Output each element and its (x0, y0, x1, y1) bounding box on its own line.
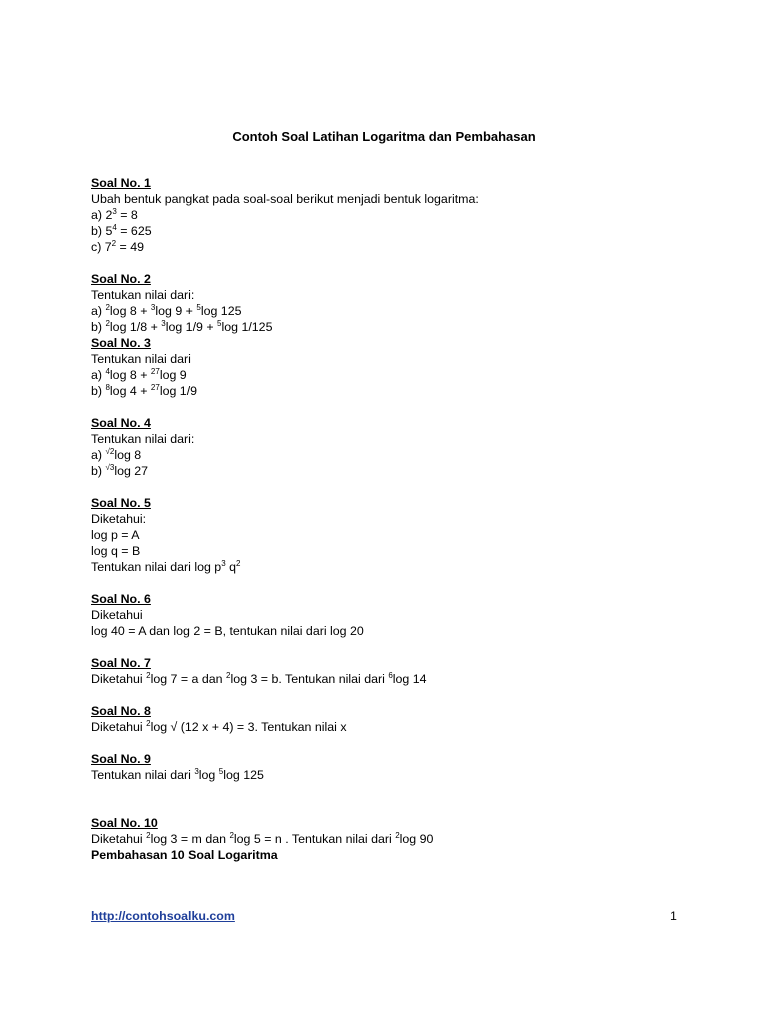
soal-5-intro: Diketahui: (91, 512, 147, 526)
soal-8-line-1: Diketahui $^2$log √ (12 x + 4) = 3. Tentukan nilai x (91, 719, 347, 734)
soal-7-heading: Soal No. 7 (91, 656, 151, 670)
soal-1-heading: Soal No. 1 (91, 176, 151, 190)
soal-5-line-3: Tentukan nilai dari $\log p^3$ $q^2$ (91, 559, 241, 574)
soal-5-line-2: log q = B (91, 544, 141, 558)
soal-1-item-c: c) $7^2 = 49$ (91, 239, 145, 254)
document-body (91, 175, 711, 863)
soal-6-intro: Diketahui (91, 608, 143, 622)
soal-4-item-b: b) $^{√3}$log 27 (91, 463, 149, 478)
soal-4-intro: Tentukan nilai dari: (91, 432, 195, 446)
soal-3-item-a: a) $^4$log 8 + $^{27}$log 9 (91, 367, 187, 382)
soal-3-item-b: b) $^8$log 4 + $^{27}$log 1/9 (91, 383, 198, 398)
page-number: 1 (670, 909, 677, 923)
soal-2-item-b: b) $^2$log 1/8 + $^3$log 1/9 + $^5$log 1/125 (91, 319, 273, 334)
soal-9-heading: Soal No. 9 (91, 752, 151, 766)
soal-7-line-1: Diketahui $^2$log 7 = a dan $^2$log 3 = b. Tentukan nilai dari $^6$log 14 (91, 671, 427, 686)
soal-1-item-b: b) $5^4 = 625$ (91, 223, 152, 238)
soal-5-line-1: log p = A (91, 528, 140, 542)
soal-10-heading: Soal No. 10 (91, 816, 158, 830)
soal-8-heading: Soal No. 8 (91, 704, 151, 718)
footer-link[interactable]: http://contohsoalku.com (91, 909, 235, 923)
soal-5-heading: Soal No. 5 (91, 496, 151, 510)
soal-4-heading: Soal No. 4 (91, 416, 151, 430)
soal-2-item-a: a) $^2$log 8 + $^3$log 9 + $^5$log 125 (91, 303, 242, 318)
soal-2-intro: Tentukan nilai dari: (91, 288, 195, 302)
soal-1-item-a: a) $2^3 = 8$ (91, 207, 138, 222)
soal-4-item-a: a) $^{√2}$log 8 (91, 447, 142, 462)
soal-10-line-1: Diketahui $^2$log 3 = m dan $^2$log 5 = n . Tentukan nilai dari $^2$log 90 (91, 831, 434, 846)
page-title: Contoh Soal Latihan Logaritma dan Pembahasan (232, 129, 536, 144)
soal-3-heading: Soal No. 3 (91, 336, 151, 350)
pembahasan-line: Pembahasan 10 Soal Logaritma (91, 848, 278, 862)
soal-2-heading: Soal No. 2 (91, 272, 151, 286)
soal-1-intro: Ubah bentuk pangkat pada soal-soal berikut menjadi bentuk logaritma: (91, 192, 479, 206)
soal-6-line-1: log 40 = A dan log 2 = B, tentukan nilai dari log 20 (91, 624, 364, 638)
soal-3-intro: Tentukan nilai dari (91, 352, 191, 366)
soal-9-line-1: Tentukan nilai dari $^3$log $^5$log 125 (91, 767, 264, 782)
soal-6-heading: Soal No. 6 (91, 592, 151, 606)
